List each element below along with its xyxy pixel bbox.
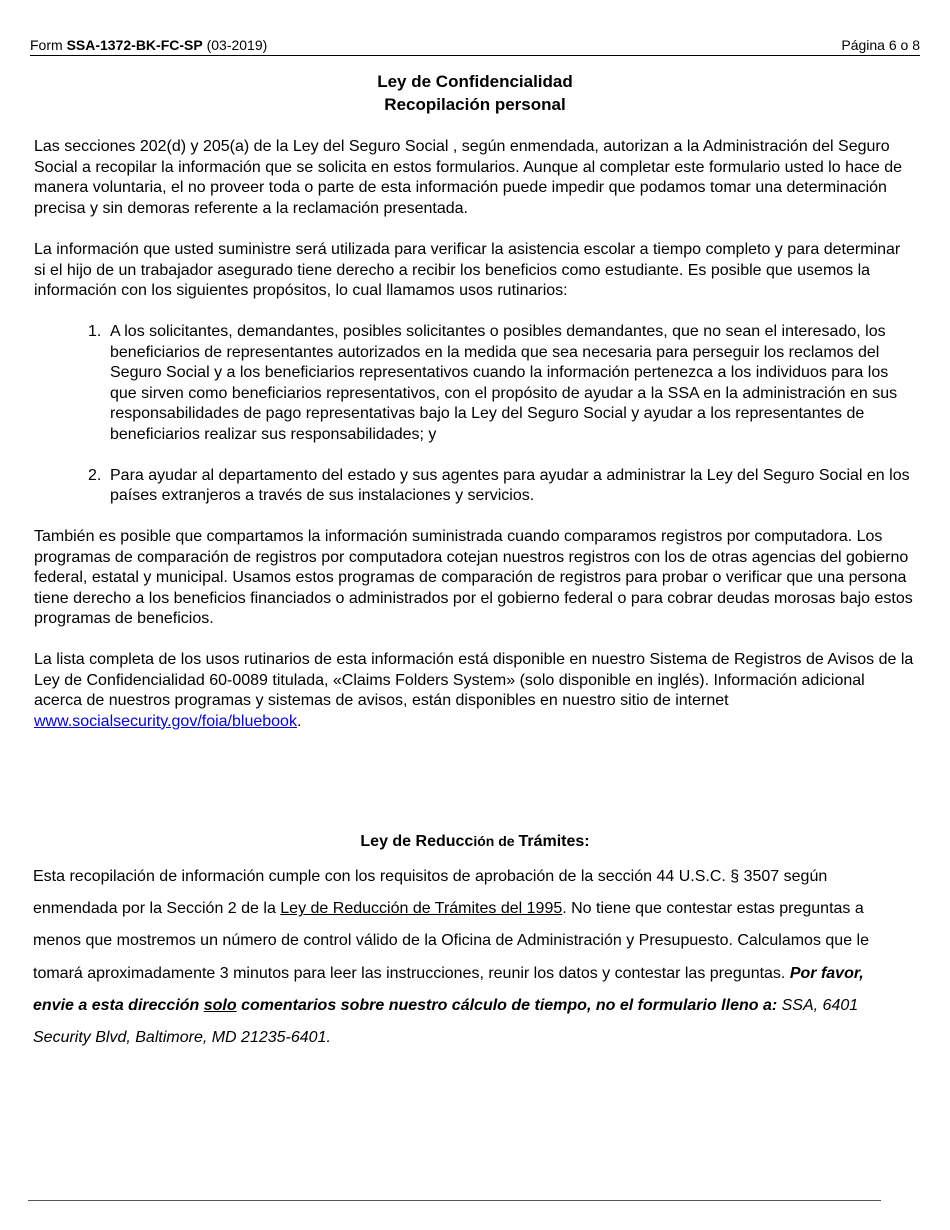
- mailing-address: SSA, 6401 Security Blvd, Baltimore, MD 21235-6401.: [33, 996, 859, 1047]
- bluebook-link[interactable]: www.socialsecurity.gov/foia/bluebook: [34, 712, 297, 730]
- privacy-paragraph-1: [34, 137, 916, 219]
- privacy-paragraph-2: [34, 240, 916, 302]
- page-number: Página 6 o 8: [841, 37, 920, 53]
- form-date: (03-2019): [202, 37, 268, 53]
- privacy-title-block: [0, 70, 950, 116]
- heading-part: Trámites:: [518, 833, 590, 850]
- list-item: [88, 466, 918, 507]
- paragraph-text: También es posible que compartamos la información suministrada cuando comparamos registros por computadora. Los programas de comparación de registros por computadora cotejan nuestros registros con los de otras agencias del gobierno federal, estatal y municipal. Usamos estos programas de comparación de registros para probar o verificar que una persona tiene derecho a los beneficios financiados o administrados por el gobierno federal o para cobrar deudas morosas bajo estos programas de beneficios.: [34, 528, 913, 627]
- form-prefix: Form: [30, 37, 67, 53]
- list-text: Para ayudar al departamento del estado y sus agentes para ayudar a administrar la Ley del Seguro Social en los países extranjeros a través de sus instalaciones y servicios.: [110, 466, 910, 504]
- page-header: [30, 36, 920, 56]
- comments-instruction-emphasis: solo: [203, 996, 237, 1014]
- list-item: [88, 322, 918, 445]
- form-number: SSA-1372-BK-FC-SP: [66, 37, 203, 53]
- paragraph-text: Las secciones 202(d) y 205(a) de la Ley del Seguro Social , según enmendada, autorizan a la Administración del Seguro Social a recopilar la información que se solicita en estos formularios. Aunque al completar este formulario usted lo hace de manera voluntaria, el no proveer toda o parte de esta información puede impedir que podamos tomar una determinación precisa y sin demoras referente a la reclamación presentada.: [34, 138, 903, 217]
- list-number: 2.: [88, 466, 102, 484]
- privacy-title: Ley de Confidencialidad: [377, 72, 573, 91]
- text-part: Esta recopilación de información cumple con los requisitos de aprobación de la sección 44 U.S.C. § 3507 según enmendada por la Sección 2 de la: [33, 868, 828, 918]
- footer-divider: [28, 1200, 881, 1201]
- routine-uses-list: [88, 322, 918, 507]
- paragraph-text: [34, 650, 916, 732]
- privacy-paragraph-3: [34, 527, 916, 630]
- list-text: A los solicitantes, demandantes, posibles solicitantes o posibles demandantes, que no sean el interesado, los beneficiarios de representantes autorizados en la medida que sea necesaria para perseguir los reclamos del Seguro Social y a los beneficiarios representativos cuando la información pertenezca a los individuos para los que sirven como beneficiarios representativos, con el propósito de ayudar a la SSA en la administración en sus responsabilidades de pago representativas bajo la Ley del Seguro Social y ayudar a los representantes de beneficiarios realizar sus responsabilidades; y: [110, 323, 898, 443]
- privacy-subtitle: Recopilación personal: [384, 95, 566, 114]
- text-part: . No tiene que contestar estas preguntas a menos que mostremos un número de control válido de la Oficina de Administración y Presupuesto. Calculamos que le tomará aproximadamente 3 minutos para leer las instrucciones, reunir los datos y contestar las preguntas.: [33, 900, 869, 982]
- paperwork-heading: [0, 831, 950, 852]
- law-name: Ley de Reducción de Trámites del 1995: [280, 900, 563, 918]
- paragraph-text-part: La lista completa de los usos rutinarios de esta información está disponible en nuestro Sistema de Registros de Avisos de la Ley de Confidencialidad 60-0089 titulada, «Claims Folders System» (solo disponible en inglés). Información adicional acerca de nuestros programas y sistemas de avisos, están disponibles en nuestro sitio de internet: [34, 651, 914, 709]
- comments-instruction: comentarios sobre nuestro cálculo de tiempo, no el formulario lleno a:: [236, 996, 778, 1014]
- paragraph-text: La información que usted suministre será utilizada para verificar la asistencia escolar a tiempo completo y para determinar si el hijo de un trabajador asegurado tiene derecho a recibir los beneficios como estudiante. Es posible que usemos la información con los siguientes propósitos, lo cual llamamos usos rutinarios:: [34, 241, 901, 299]
- paragraph-text: [33, 861, 893, 1054]
- privacy-paragraph-4: [34, 650, 916, 732]
- heading-part: Ley de Reducc: [360, 833, 474, 850]
- comments-instruction: Por favor, envie a esta dirección: [33, 964, 864, 1014]
- paperwork-paragraph: [33, 861, 893, 1054]
- form-id: [30, 36, 267, 54]
- heading-part: ión de: [473, 833, 519, 849]
- list-number: 1.: [88, 323, 102, 340]
- paragraph-text-part: .: [296, 712, 302, 730]
